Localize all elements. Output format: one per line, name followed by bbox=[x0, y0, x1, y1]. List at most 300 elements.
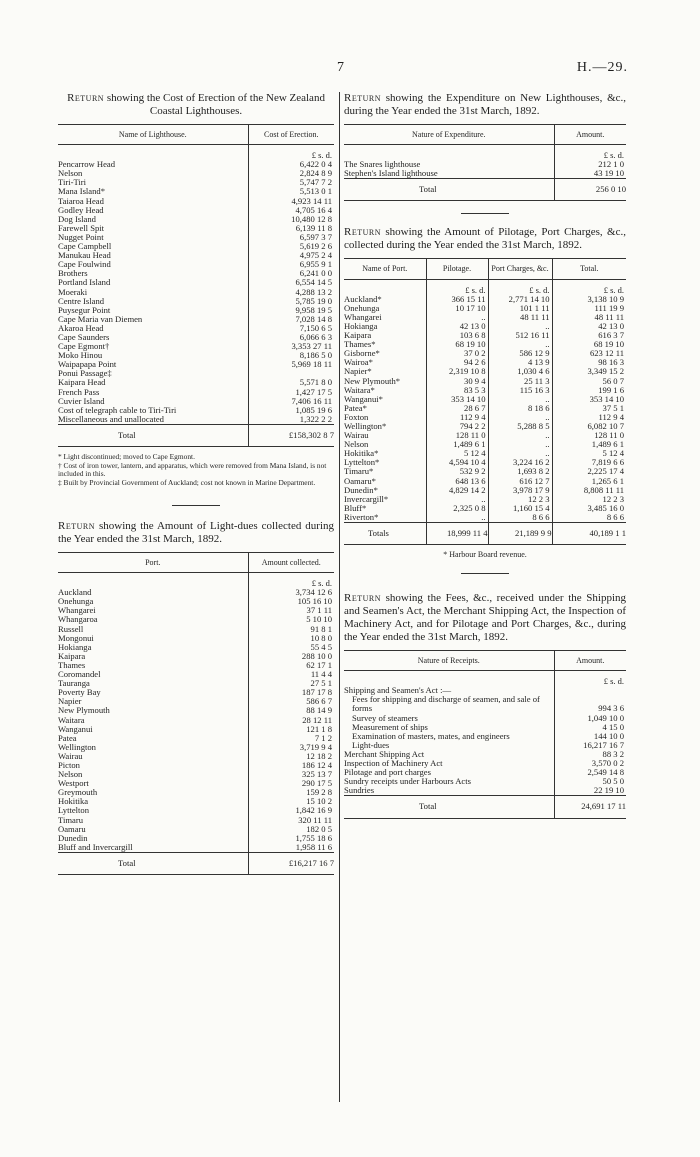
table-row bbox=[58, 415, 334, 425]
amount-value: 22 19 10 bbox=[554, 786, 626, 796]
port-name: Patea* bbox=[344, 403, 367, 413]
amount-value: 5 10 10 bbox=[248, 615, 334, 624]
lighthouse-name: Nelson bbox=[58, 169, 83, 179]
pilotage-value: 5 12 4 bbox=[426, 449, 488, 458]
lighthouse-name: Cuvier Island bbox=[58, 396, 105, 406]
cost-value: 5,969 18 11 bbox=[248, 360, 334, 369]
amount-value: 325 13 7 bbox=[248, 770, 334, 779]
fees-title: Return showing the Fees, &c., received under the Shipping and Seamen's Act, the Merchant Shipping Act, the Inspection of Machinery Act, and for Pilotage and Port Charges, &c., during the Year ended the 31st March, 1892. bbox=[344, 592, 626, 644]
total-value: £16,217 16 7 bbox=[248, 852, 334, 874]
table-row bbox=[58, 324, 334, 333]
port-charges-value: 1,693 8 2 bbox=[488, 467, 552, 476]
table-row bbox=[58, 679, 334, 688]
total-value: 1,265 6 1 bbox=[552, 477, 626, 486]
expenditure-title: Return showing the Expenditure on New Lighthouses, &c., during the Year ended the 31st March, 1892. bbox=[344, 92, 627, 117]
table-row bbox=[58, 606, 334, 615]
pilotage-value: 112 9 4 bbox=[426, 413, 488, 422]
amount-value: 1,958 11 6 bbox=[248, 843, 334, 853]
table-row bbox=[58, 634, 334, 643]
port-charges-value: 12 2 3 bbox=[488, 495, 552, 504]
total-value: 24,691 17 11 bbox=[554, 796, 626, 818]
table-row bbox=[58, 278, 334, 287]
total-value: 112 9 4 bbox=[552, 413, 626, 422]
pilotage-value: 2,319 10 8 bbox=[426, 367, 488, 376]
amount-value: 288 10 0 bbox=[248, 652, 334, 661]
amount-value bbox=[554, 686, 626, 695]
table-row bbox=[58, 843, 334, 853]
port-name: Picton bbox=[58, 760, 80, 770]
table-row bbox=[58, 761, 334, 770]
amount-value: 290 17 5 bbox=[248, 779, 334, 788]
page-number: 7 bbox=[337, 60, 344, 75]
amount-value: 1,049 10 0 bbox=[554, 714, 626, 723]
totals-total: 40,189 1 1 bbox=[552, 523, 626, 545]
table-row bbox=[58, 160, 334, 169]
port-name: Timaru* bbox=[344, 467, 374, 477]
units-label: £ s. d. bbox=[552, 279, 626, 295]
table-row bbox=[58, 251, 334, 260]
amount-value: 43 19 10 bbox=[554, 169, 626, 179]
lighthouse-name: Cape Foulwind bbox=[58, 260, 111, 270]
amount-value: 10 8 0 bbox=[248, 634, 334, 643]
units-label: £ s. d. bbox=[426, 279, 488, 295]
cost-value: 10,480 12 8 bbox=[248, 215, 334, 224]
table-row bbox=[58, 661, 334, 670]
receipt-name: Shipping and Seamen's Act :— bbox=[344, 685, 452, 696]
port-charges-value: 25 11 3 bbox=[488, 377, 552, 386]
expenditure-table bbox=[344, 124, 626, 201]
port-name: Wellington* bbox=[344, 421, 387, 431]
port-name: Mongonui bbox=[58, 633, 94, 643]
port-name: Bluff and Invercargill bbox=[58, 842, 133, 852]
cost-value: 5,785 19 0 bbox=[248, 297, 334, 306]
amount-value: 12 18 2 bbox=[248, 752, 334, 761]
left-column bbox=[58, 92, 334, 875]
table-row bbox=[58, 806, 334, 815]
table-row bbox=[58, 788, 334, 797]
port-charges-value: 3,224 16 2 bbox=[488, 458, 552, 467]
port-name: Napier bbox=[58, 697, 82, 707]
lighthouse-name: Manukau Head bbox=[58, 251, 111, 261]
amount-value: 88 3 2 bbox=[554, 750, 626, 759]
port-charges-value: .. bbox=[488, 431, 552, 440]
total-value: 128 11 0 bbox=[552, 431, 626, 440]
pilotage-value: .. bbox=[426, 495, 488, 504]
totals-row bbox=[344, 523, 626, 545]
total-value: 2,225 17 4 bbox=[552, 467, 626, 476]
lighthouse-name: Dog Island bbox=[58, 214, 96, 224]
cost-erection-table bbox=[58, 124, 334, 447]
lighthouse-name: Miscellaneous and unallocated bbox=[58, 414, 164, 424]
amount-value: 105 16 10 bbox=[248, 597, 334, 606]
total-value: 7,819 6 6 bbox=[552, 458, 626, 467]
table-row bbox=[58, 734, 334, 743]
amount-value: 4 15 0 bbox=[554, 723, 626, 732]
col-header-amount: Amount collected. bbox=[248, 553, 334, 573]
table-row bbox=[58, 169, 334, 178]
totals-pilotage: 18,999 11 4 bbox=[426, 523, 488, 545]
port-name: Kaipara bbox=[58, 651, 86, 661]
pilotage-value: 128 11 0 bbox=[426, 431, 488, 440]
receipt-name: Fees for shipping and discharge of seamen, and sale of forms bbox=[352, 694, 540, 714]
amount-value: 3,719 9 4 bbox=[248, 743, 334, 752]
table-row bbox=[58, 752, 334, 761]
port-name: Oamaru* bbox=[344, 476, 376, 486]
total-value: 616 3 7 bbox=[552, 331, 626, 340]
total-value: 256 0 10 bbox=[554, 179, 626, 201]
port-name: Wellington bbox=[58, 742, 96, 752]
table-row bbox=[344, 786, 626, 796]
port-charges-value: .. bbox=[488, 395, 552, 404]
port-name: Waitara* bbox=[344, 385, 375, 395]
cost-value: 4,923 14 11 bbox=[248, 197, 334, 206]
lighthouse-name: Nugget Point bbox=[58, 232, 104, 242]
table-row bbox=[58, 406, 334, 415]
port-name: Wairau bbox=[58, 751, 83, 761]
receipt-name: Light-dues bbox=[352, 739, 390, 750]
table-row bbox=[58, 197, 334, 206]
port-name: Dunedin* bbox=[344, 485, 378, 495]
amount-value: 182 0 5 bbox=[248, 825, 334, 834]
expenditure-body bbox=[344, 145, 626, 179]
cost-value: 5,747 7 2 bbox=[248, 178, 334, 187]
port-name: Dunedin bbox=[58, 833, 88, 843]
cost-value: 6,955 9 1 bbox=[248, 260, 334, 269]
pilotage-table bbox=[344, 258, 626, 545]
table-row bbox=[58, 178, 334, 187]
table-row bbox=[58, 360, 334, 369]
total-value: 56 0 7 bbox=[552, 377, 626, 386]
table-row bbox=[58, 652, 334, 661]
units-label: £ s. d. bbox=[248, 573, 334, 589]
port-name: Whangarei bbox=[58, 606, 96, 616]
amount-value: 7 1 2 bbox=[248, 734, 334, 743]
total-row bbox=[344, 179, 626, 201]
amount-value: 186 12 4 bbox=[248, 761, 334, 770]
table-row bbox=[58, 369, 334, 378]
port-name: Lyttelton bbox=[58, 806, 90, 816]
total-value: 8 6 6 bbox=[552, 513, 626, 523]
table-row bbox=[344, 513, 626, 523]
total-value: 68 19 10 bbox=[552, 340, 626, 349]
pilotage-value: 103 6 8 bbox=[426, 331, 488, 340]
port-name: Timaru bbox=[58, 815, 83, 825]
light-dues-body bbox=[58, 573, 334, 853]
col-header-port: Name of Port. bbox=[344, 259, 426, 279]
table-row bbox=[58, 834, 334, 843]
port-name: Lyttelton* bbox=[344, 458, 380, 468]
port-name: Tauranga bbox=[58, 679, 90, 689]
receipt-name: Sundry receipts under Harbours Acts bbox=[344, 776, 471, 787]
amount-value: 11 4 4 bbox=[248, 670, 334, 679]
footnote: * Light discontinued; moved to Cape Egmont. bbox=[58, 452, 195, 461]
cost-value: 6,241 0 0 bbox=[248, 269, 334, 278]
amount-value: 37 1 11 bbox=[248, 606, 334, 615]
port-charges-value: 1,160 15 4 bbox=[488, 504, 552, 513]
total-value: 37 5 1 bbox=[552, 404, 626, 413]
table-row bbox=[58, 297, 334, 306]
cost-value: 5,513 0 1 bbox=[248, 187, 334, 196]
lighthouse-name: Akaroa Head bbox=[58, 323, 104, 333]
pilotage-value: .. bbox=[426, 313, 488, 322]
port-charges-value: 8 18 6 bbox=[488, 404, 552, 413]
table-row bbox=[58, 224, 334, 233]
table-row bbox=[58, 725, 334, 734]
lighthouse-name: Moeraki bbox=[58, 287, 88, 297]
table-row bbox=[58, 588, 334, 597]
port-name: Greymouth bbox=[58, 788, 98, 798]
amount-value: 3,734 12 6 bbox=[248, 588, 334, 597]
lighthouse-name: Tiri-Tiri bbox=[58, 178, 87, 188]
port-charges-value: 4 13 9 bbox=[488, 358, 552, 367]
lighthouse-name: Pencarrow Head bbox=[58, 160, 116, 170]
port-name: Hokitika bbox=[58, 797, 89, 807]
amount-value: 320 11 11 bbox=[248, 816, 334, 825]
port-charges-value: 115 16 3 bbox=[488, 386, 552, 395]
cost-value: 8,186 5 0 bbox=[248, 351, 334, 360]
port-name: Waitara bbox=[58, 715, 85, 725]
total-value: 8,808 11 11 bbox=[552, 486, 626, 495]
lighthouse-name: Cape Maria van Diemen bbox=[58, 314, 143, 324]
cost-value: 5,619 2 6 bbox=[248, 242, 334, 251]
table-row bbox=[58, 233, 334, 242]
table-row bbox=[58, 342, 334, 351]
col-header-amount: Amount. bbox=[554, 125, 626, 145]
port-charges-value: 101 1 11 bbox=[488, 304, 552, 313]
port-name: Whangarei bbox=[344, 312, 382, 322]
table-row bbox=[58, 306, 334, 315]
column-divider bbox=[339, 92, 340, 1102]
port-charges-value: 1,030 4 6 bbox=[488, 367, 552, 376]
lighthouse-name: Ponui Passage‡ bbox=[58, 369, 112, 379]
port-name: Invercargill* bbox=[344, 494, 389, 504]
port-name: Riverton* bbox=[344, 512, 379, 522]
receipt-name: Sundries bbox=[344, 785, 375, 796]
total-value: 6,082 10 7 bbox=[552, 422, 626, 431]
table-row bbox=[58, 615, 334, 624]
table-row bbox=[58, 643, 334, 652]
paper-id: H.—29. bbox=[576, 60, 628, 75]
port-charges-value: 3,978 17 9 bbox=[488, 486, 552, 495]
lighthouse-name: Farewell Spit bbox=[58, 223, 105, 233]
col-header-nature: Nature of Expenditure. bbox=[344, 125, 554, 145]
lighthouse-name: Waipapapa Point bbox=[58, 360, 117, 370]
amount-value: 16,217 16 7 bbox=[554, 741, 626, 750]
col-header-port: Port. bbox=[58, 553, 248, 573]
total-label: Total bbox=[344, 179, 554, 201]
table-row bbox=[58, 215, 334, 224]
lighthouse-name: Brothers bbox=[58, 269, 88, 279]
pilotage-value: 42 13 0 bbox=[426, 322, 488, 331]
pilotage-value: 4,829 14 2 bbox=[426, 486, 488, 495]
port-charges-value: 512 16 11 bbox=[488, 331, 552, 340]
total-row bbox=[58, 852, 334, 874]
port-charges-value: .. bbox=[488, 440, 552, 449]
cost-value: 1,427 17 5 bbox=[248, 388, 334, 397]
pilotage-value: 37 0 2 bbox=[426, 349, 488, 358]
units-label: £ s. d. bbox=[554, 671, 626, 687]
pilotage-value: 68 19 10 bbox=[426, 340, 488, 349]
total-value: 3,138 10 9 bbox=[552, 295, 626, 304]
lighthouse-name: Puysegur Point bbox=[58, 305, 111, 315]
total-value: 199 1 6 bbox=[552, 386, 626, 395]
table-row bbox=[58, 716, 334, 725]
port-name: Hokianga bbox=[344, 321, 378, 331]
port-charges-value: .. bbox=[488, 340, 552, 349]
port-charges-value: 616 12 7 bbox=[488, 477, 552, 486]
pilotage-value: 532 9 2 bbox=[426, 467, 488, 476]
total-value: 48 11 11 bbox=[552, 313, 626, 322]
amount-value: 144 10 0 bbox=[554, 732, 626, 741]
table-row bbox=[58, 770, 334, 779]
amount-value: 91 8 1 bbox=[248, 625, 334, 634]
cost-value: 7,150 6 5 bbox=[248, 324, 334, 333]
pilotage-value: 794 2 2 bbox=[426, 422, 488, 431]
amount-value: 994 3 6 bbox=[554, 695, 626, 713]
port-name: Bluff* bbox=[344, 503, 367, 513]
light-dues-table bbox=[58, 552, 334, 875]
port-name: Onehunga bbox=[344, 303, 380, 313]
lighthouse-name: French Pass bbox=[58, 387, 100, 397]
total-label: Total bbox=[344, 796, 554, 818]
lighthouse-name: Cost of telegraph cable to Tiri-Tiri bbox=[58, 405, 177, 415]
total-value: 353 14 10 bbox=[552, 395, 626, 404]
port-name: Thames bbox=[58, 660, 86, 670]
port-name: Nelson bbox=[344, 440, 369, 450]
light-dues-title: Return showing the Amount of Light-dues collected during the Year ended the 31st March, 1892. bbox=[58, 520, 335, 545]
right-column bbox=[344, 92, 626, 819]
table-row bbox=[58, 797, 334, 806]
port-name: Coromandel bbox=[58, 670, 101, 680]
port-charges-value: .. bbox=[488, 322, 552, 331]
lighthouse-name: Godley Head bbox=[58, 205, 104, 215]
amount-value: 1,755 18 6 bbox=[248, 834, 334, 843]
amount-value: 50 5 0 bbox=[554, 777, 626, 786]
pilotage-title: Return showing the Amount of Pilotage, Port Charges, &c., collected during the Year ended the 31st March, 1892. bbox=[344, 226, 626, 252]
table-row bbox=[58, 706, 334, 715]
port-charges-value: 586 12 9 bbox=[488, 349, 552, 358]
amount-value: 121 1 8 bbox=[248, 725, 334, 734]
port-name: Westport bbox=[58, 779, 89, 789]
pilotage-body bbox=[344, 279, 626, 522]
cost-erection-title: Return showing the Cost of Erection of the New Zealand Coastal Lighthouses. bbox=[67, 92, 325, 117]
amount-value: 187 17 8 bbox=[248, 688, 334, 697]
receipt-name: Measurement of ships bbox=[352, 721, 428, 732]
col-header-nature-receipts: Nature of Receipts. bbox=[344, 651, 554, 671]
port-charges-value: 2,771 14 10 bbox=[488, 295, 552, 304]
cost-value: 5,571 8 0 bbox=[248, 378, 334, 387]
cost-value: 4,705 16 4 bbox=[248, 206, 334, 215]
amount-value: 586 6 7 bbox=[248, 697, 334, 706]
total-value: 1,489 6 1 bbox=[552, 440, 626, 449]
total-row bbox=[58, 424, 334, 446]
port-name: Wairoa* bbox=[344, 358, 373, 368]
port-name: Hokianga bbox=[58, 642, 92, 652]
pilotage-value: 83 5 3 bbox=[426, 386, 488, 395]
port-name: Napier* bbox=[344, 367, 372, 377]
totals-label: Totals bbox=[344, 523, 426, 545]
amount-value: 2,549 14 8 bbox=[554, 768, 626, 777]
port-name: Hokitika* bbox=[344, 449, 379, 459]
pilotage-value: 1,489 6 1 bbox=[426, 440, 488, 449]
cost-value: 4,288 13 2 bbox=[248, 288, 334, 297]
port-name: Oamaru bbox=[58, 824, 86, 834]
amount-value: 15 10 2 bbox=[248, 797, 334, 806]
table-row bbox=[58, 743, 334, 752]
units-label: £ s. d. bbox=[488, 279, 552, 295]
port-name: Auckland bbox=[58, 588, 92, 598]
cost-value: 9,958 19 5 bbox=[248, 306, 334, 315]
amount-value: 159 2 8 bbox=[248, 788, 334, 797]
port-charges-value: .. bbox=[488, 413, 552, 422]
port-name: Wanganui* bbox=[344, 394, 383, 404]
table-row bbox=[58, 315, 334, 324]
cost-erection-body bbox=[58, 145, 334, 425]
total-row bbox=[344, 796, 626, 818]
cost-value: 7,028 14 8 bbox=[248, 315, 334, 324]
port-name: Wairau bbox=[344, 431, 369, 441]
col-header-lighthouse: Name of Lighthouse. bbox=[58, 125, 248, 145]
lighthouse-name: Taiaroa Head bbox=[58, 196, 104, 206]
cost-value: 3,353 27 11 bbox=[248, 342, 334, 351]
lighthouse-name: Cape Campbell bbox=[58, 242, 112, 252]
pilotage-value: 30 9 4 bbox=[426, 377, 488, 386]
col-header-pilotage: Pilotage. bbox=[426, 259, 488, 279]
port-charges-value: 8 6 6 bbox=[488, 513, 552, 523]
amount-value: 3,570 0 2 bbox=[554, 759, 626, 768]
total-value: 3,485 16 0 bbox=[552, 504, 626, 513]
port-charges-value: 5,288 8 5 bbox=[488, 422, 552, 431]
lighthouse-name: Centre Island bbox=[58, 296, 105, 306]
table-row bbox=[58, 397, 334, 406]
amount-value: 212 1 0 bbox=[554, 160, 626, 169]
table-row bbox=[58, 288, 334, 297]
total-value: £158,302 8 7 bbox=[248, 424, 334, 446]
table-row bbox=[344, 777, 626, 786]
col-header-total: Total. bbox=[552, 259, 626, 279]
footnote: † Cost of iron tower, lantern, and apparatus, which were removed from Mana Island, is not included in this. bbox=[58, 460, 327, 478]
total-label: Total bbox=[58, 852, 248, 874]
receipt-name: Examination of masters, mates, and engineers bbox=[352, 730, 510, 741]
receipt-name: Survey of steamers bbox=[352, 712, 418, 723]
total-value: 42 13 0 bbox=[552, 322, 626, 331]
pilotage-value: 2,325 0 8 bbox=[426, 504, 488, 513]
table-row bbox=[58, 378, 334, 387]
total-value: 12 2 3 bbox=[552, 495, 626, 504]
pilotage-value: 94 2 6 bbox=[426, 358, 488, 367]
amount-value: 88 14 9 bbox=[248, 706, 334, 715]
port-name: Poverty Bay bbox=[58, 688, 101, 698]
amount-value: 62 17 1 bbox=[248, 661, 334, 670]
lighthouse-name: Mana Island* bbox=[58, 187, 106, 197]
col-header-cost: Cost of Erection. bbox=[248, 125, 334, 145]
pilotage-value: 28 6 7 bbox=[426, 404, 488, 413]
table-row bbox=[58, 825, 334, 834]
fees-body bbox=[344, 671, 626, 796]
amount-value: 1,842 16 9 bbox=[248, 806, 334, 815]
pilotage-value: 353 14 10 bbox=[426, 395, 488, 404]
total-value: 98 16 3 bbox=[552, 358, 626, 367]
port-name: Russell bbox=[58, 624, 84, 634]
port-name: Thames* bbox=[344, 340, 376, 350]
total-value: 623 12 11 bbox=[552, 349, 626, 358]
table-row bbox=[344, 695, 626, 713]
table-row bbox=[58, 816, 334, 825]
port-name: Auckland* bbox=[344, 294, 382, 304]
total-value: 111 19 9 bbox=[552, 304, 626, 313]
port-name: Wanganui bbox=[58, 724, 93, 734]
page-header bbox=[0, 60, 700, 78]
